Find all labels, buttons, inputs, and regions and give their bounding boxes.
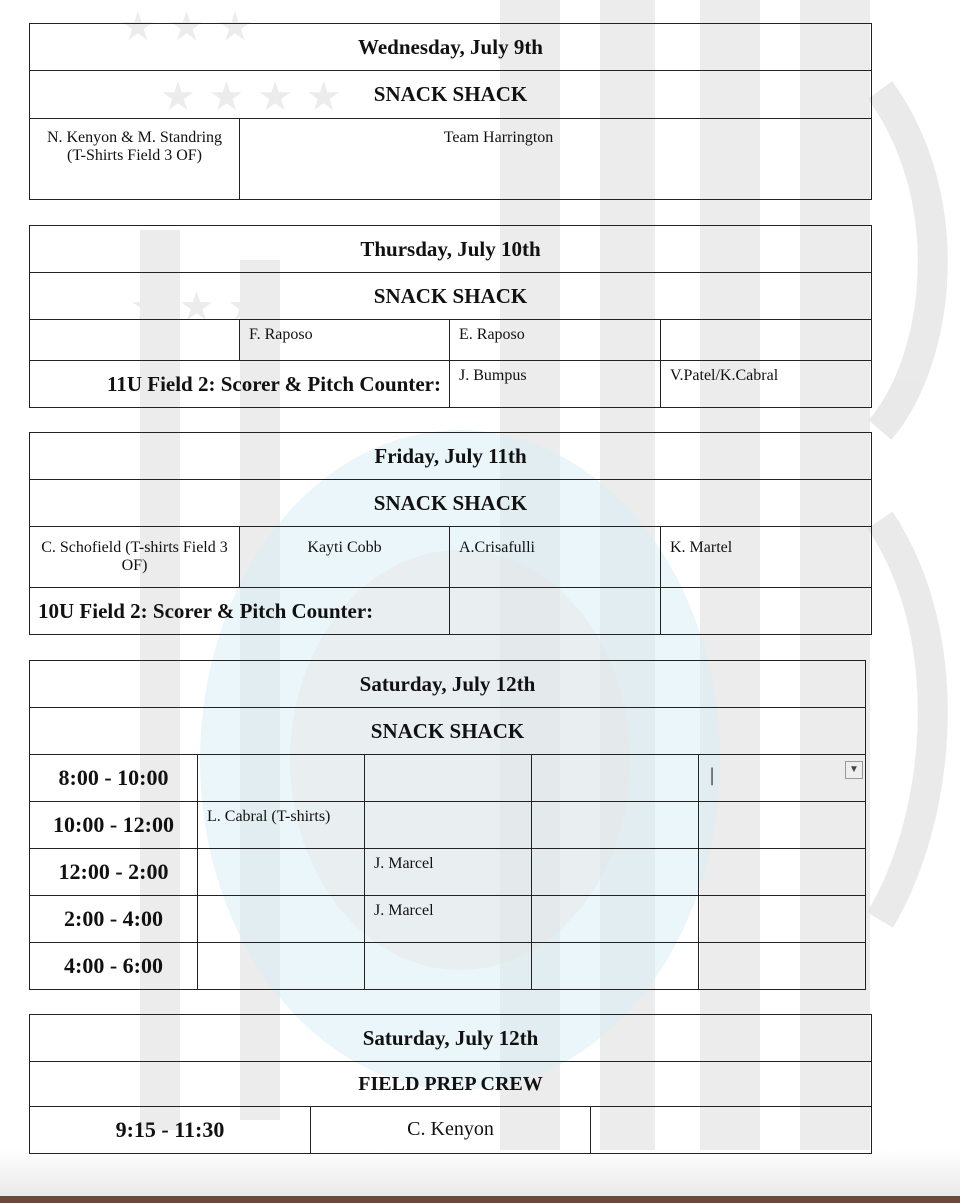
svg-text:★ ★ ★: ★ ★ ★ bbox=[130, 284, 264, 330]
schedule-cell[interactable] bbox=[699, 943, 866, 990]
schedule-cell[interactable]: F. Raposo bbox=[240, 320, 450, 361]
friday-schedule-table bbox=[29, 432, 872, 635]
schedule-cell[interactable]: C. Kenyon bbox=[311, 1107, 591, 1154]
scorer-label: 11U Field 2: Scorer & Pitch Counter: bbox=[30, 361, 450, 408]
thursday-schedule-table bbox=[29, 225, 872, 408]
schedule-cell[interactable]: V.Patel/K.Cabral bbox=[661, 361, 872, 408]
schedule-cell[interactable] bbox=[198, 849, 365, 896]
chevron-down-icon[interactable]: ▼ bbox=[845, 761, 863, 779]
schedule-cell[interactable] bbox=[661, 320, 872, 361]
section-header: SNACK SHACK bbox=[30, 71, 872, 119]
saturday-snack-table bbox=[29, 660, 866, 990]
schedule-cell[interactable]: K. Martel bbox=[661, 527, 872, 588]
wednesday-schedule-table bbox=[29, 23, 872, 200]
schedule-cell[interactable] bbox=[198, 896, 365, 943]
section-header: SNACK SHACK bbox=[30, 708, 866, 755]
schedule-cell[interactable]: E. Raposo bbox=[450, 320, 661, 361]
window-bottom-edge bbox=[0, 1196, 960, 1203]
schedule-cell[interactable] bbox=[699, 849, 866, 896]
schedule-cell[interactable] bbox=[532, 802, 699, 849]
schedule-cell[interactable] bbox=[661, 588, 872, 635]
time-slot: 10:00 - 12:00 bbox=[30, 802, 198, 849]
schedule-cell[interactable]: J. Marcel bbox=[365, 896, 532, 943]
date-header: Saturday, July 12th bbox=[30, 661, 866, 708]
svg-text:★ ★ ★ ★: ★ ★ ★ ★ bbox=[160, 74, 342, 120]
text-cursor: | bbox=[709, 765, 716, 786]
schedule-cell[interactable]: A.Crisafulli bbox=[450, 527, 661, 588]
section-header: SNACK SHACK bbox=[30, 480, 872, 527]
schedule-cell[interactable]: Kayti Cobb bbox=[240, 527, 450, 588]
schedule-cell[interactable]: J. Marcel bbox=[365, 849, 532, 896]
schedule-cell[interactable] bbox=[699, 896, 866, 943]
date-header: Wednesday, July 9th bbox=[30, 24, 872, 71]
schedule-cell[interactable]: Team Harrington bbox=[240, 119, 872, 200]
schedule-cell[interactable]: L. Cabral (T-shirts) bbox=[198, 802, 365, 849]
section-header: FIELD PREP CREW bbox=[30, 1062, 872, 1107]
schedule-cell[interactable] bbox=[450, 588, 661, 635]
bottom-fade bbox=[0, 1150, 960, 1196]
schedule-cell[interactable] bbox=[365, 755, 532, 802]
schedule-cell[interactable] bbox=[198, 755, 365, 802]
time-slot: 8:00 - 10:00 bbox=[30, 755, 198, 802]
schedule-cell[interactable]: J. Bumpus bbox=[450, 361, 661, 408]
schedule-cell[interactable] bbox=[591, 1107, 872, 1154]
schedule-cell[interactable]: C. Schofield (T-shirts Field 3 OF) bbox=[30, 527, 240, 588]
date-header: Thursday, July 10th bbox=[30, 226, 872, 273]
schedule-cell-active[interactable] bbox=[699, 755, 866, 802]
time-slot: 9:15 - 11:30 bbox=[30, 1107, 311, 1154]
schedule-cell[interactable] bbox=[30, 320, 240, 361]
time-slot: 4:00 - 6:00 bbox=[30, 943, 198, 990]
scorer-label: 10U Field 2: Scorer & Pitch Counter: bbox=[30, 588, 450, 635]
schedule-cell[interactable] bbox=[532, 896, 699, 943]
svg-text:★ ★ ★: ★ ★ ★ bbox=[120, 4, 254, 50]
schedule-cell[interactable] bbox=[198, 943, 365, 990]
date-header: Saturday, July 12th bbox=[30, 1015, 872, 1062]
schedule-cell[interactable] bbox=[699, 802, 866, 849]
schedule-cell[interactable]: N. Kenyon & M. Standring (T-Shirts Field 3 OF) bbox=[30, 119, 240, 200]
schedule-cell[interactable] bbox=[532, 755, 699, 802]
schedule-cell[interactable] bbox=[532, 849, 699, 896]
saturday-field-prep-table bbox=[29, 1014, 872, 1154]
time-slot: 2:00 - 4:00 bbox=[30, 896, 198, 943]
section-header: SNACK SHACK bbox=[30, 273, 872, 320]
schedule-cell[interactable] bbox=[365, 943, 532, 990]
date-header: Friday, July 11th bbox=[30, 433, 872, 480]
time-slot: 12:00 - 2:00 bbox=[30, 849, 198, 896]
schedule-cell[interactable] bbox=[532, 943, 699, 990]
schedule-cell[interactable] bbox=[365, 802, 532, 849]
